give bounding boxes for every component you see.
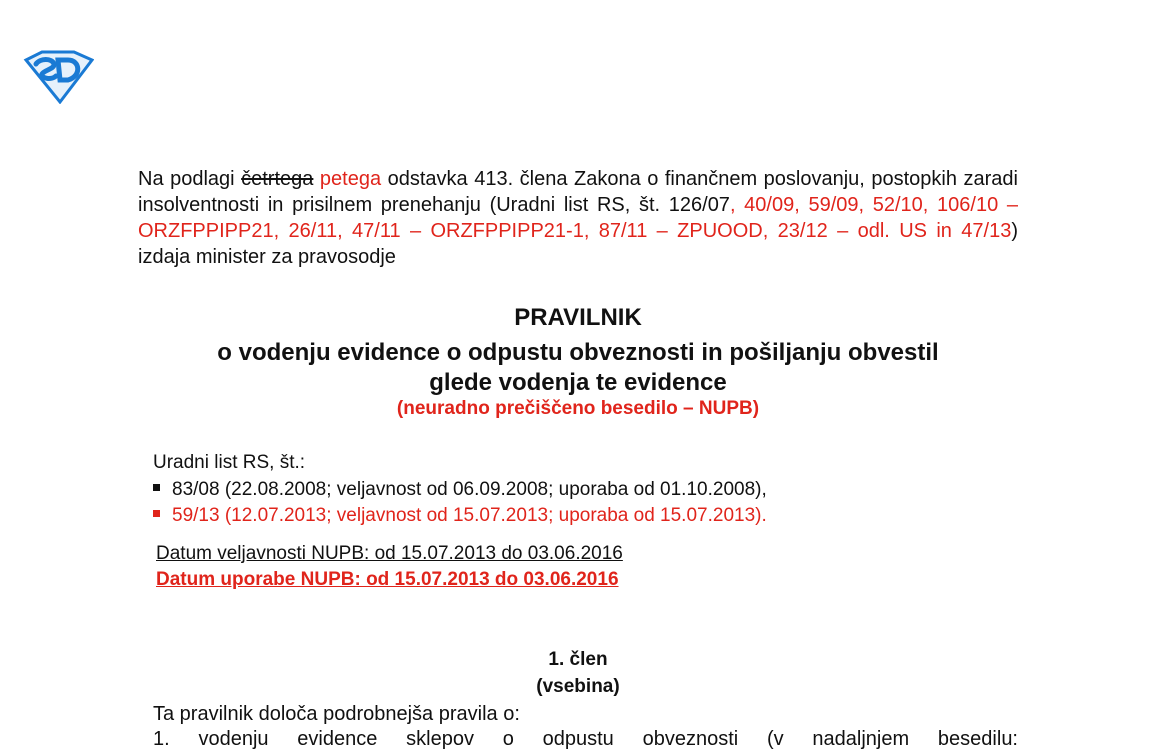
gazette-entry-text: 83/08 (22.08.2008; veljavnost od 06.09.2008; uporaba od 01.10.2008),: [172, 479, 767, 500]
preamble-text-middle: odstavka 413. člena Zakona o finančnem poslovanju, postopkih zaradi insolventnosti in prisilnem prenehanju (Uradni list RS, št. 126/07: [138, 168, 1018, 216]
document-title: PRAVILNIK: [514, 304, 642, 331]
subtitle-line-2: glede vodenja te evidence: [429, 369, 727, 396]
amendment-references: , 40/09, 59/09, 52/10, 106/10 – ORZFPPIPP21, 26/11, 47/11 – ORZFPPIPP21-1, 87/11 – ZPUOOD, 23/12 – odl. US in 47/13: [138, 194, 1019, 242]
bullet-icon: [153, 510, 160, 517]
shield-logo-icon: [22, 50, 94, 104]
preamble-paragraph: [138, 166, 1018, 270]
bullet-icon: [153, 484, 160, 491]
preamble-text-start: Na podlagi: [138, 168, 235, 190]
deleted-word: četrtega: [241, 168, 314, 190]
preamble-text-end: ) izdaja minister za pravosodje: [138, 220, 1018, 268]
application-date: Datum uporabe NUPB: od 15.07.2013 do 03.06.2016: [156, 569, 619, 590]
gazette-label: Uradni list RS, št.:: [153, 452, 306, 473]
gazette-entry: [153, 479, 767, 501]
validity-date: Datum veljavnosti NUPB: od 15.07.2013 do 03.06.2016: [156, 543, 623, 564]
gazette-entry-text: 59/13 (12.07.2013; veljavnost od 15.07.2013; uporaba od 15.07.2013).: [172, 505, 767, 526]
article-item-1: 1. vodenju evidence sklepov o odpustu obveznosti (v nadaljnjem besedilu:: [153, 728, 1018, 750]
gazette-entry: [153, 505, 767, 527]
article-number: 1. člen: [548, 649, 608, 670]
article-heading: (vsebina): [536, 676, 620, 697]
document-subtitle: [138, 338, 1018, 398]
subtitle-line-1: o vodenju evidence o odpustu obveznosti in pošiljanju obvestil: [217, 339, 939, 366]
article-intro: Ta pravilnik določa podrobnejša pravila o:: [153, 703, 520, 725]
nupb-note: (neuradno prečiščeno besedilo – NUPB): [396, 398, 760, 419]
inserted-word: petega: [319, 168, 382, 190]
